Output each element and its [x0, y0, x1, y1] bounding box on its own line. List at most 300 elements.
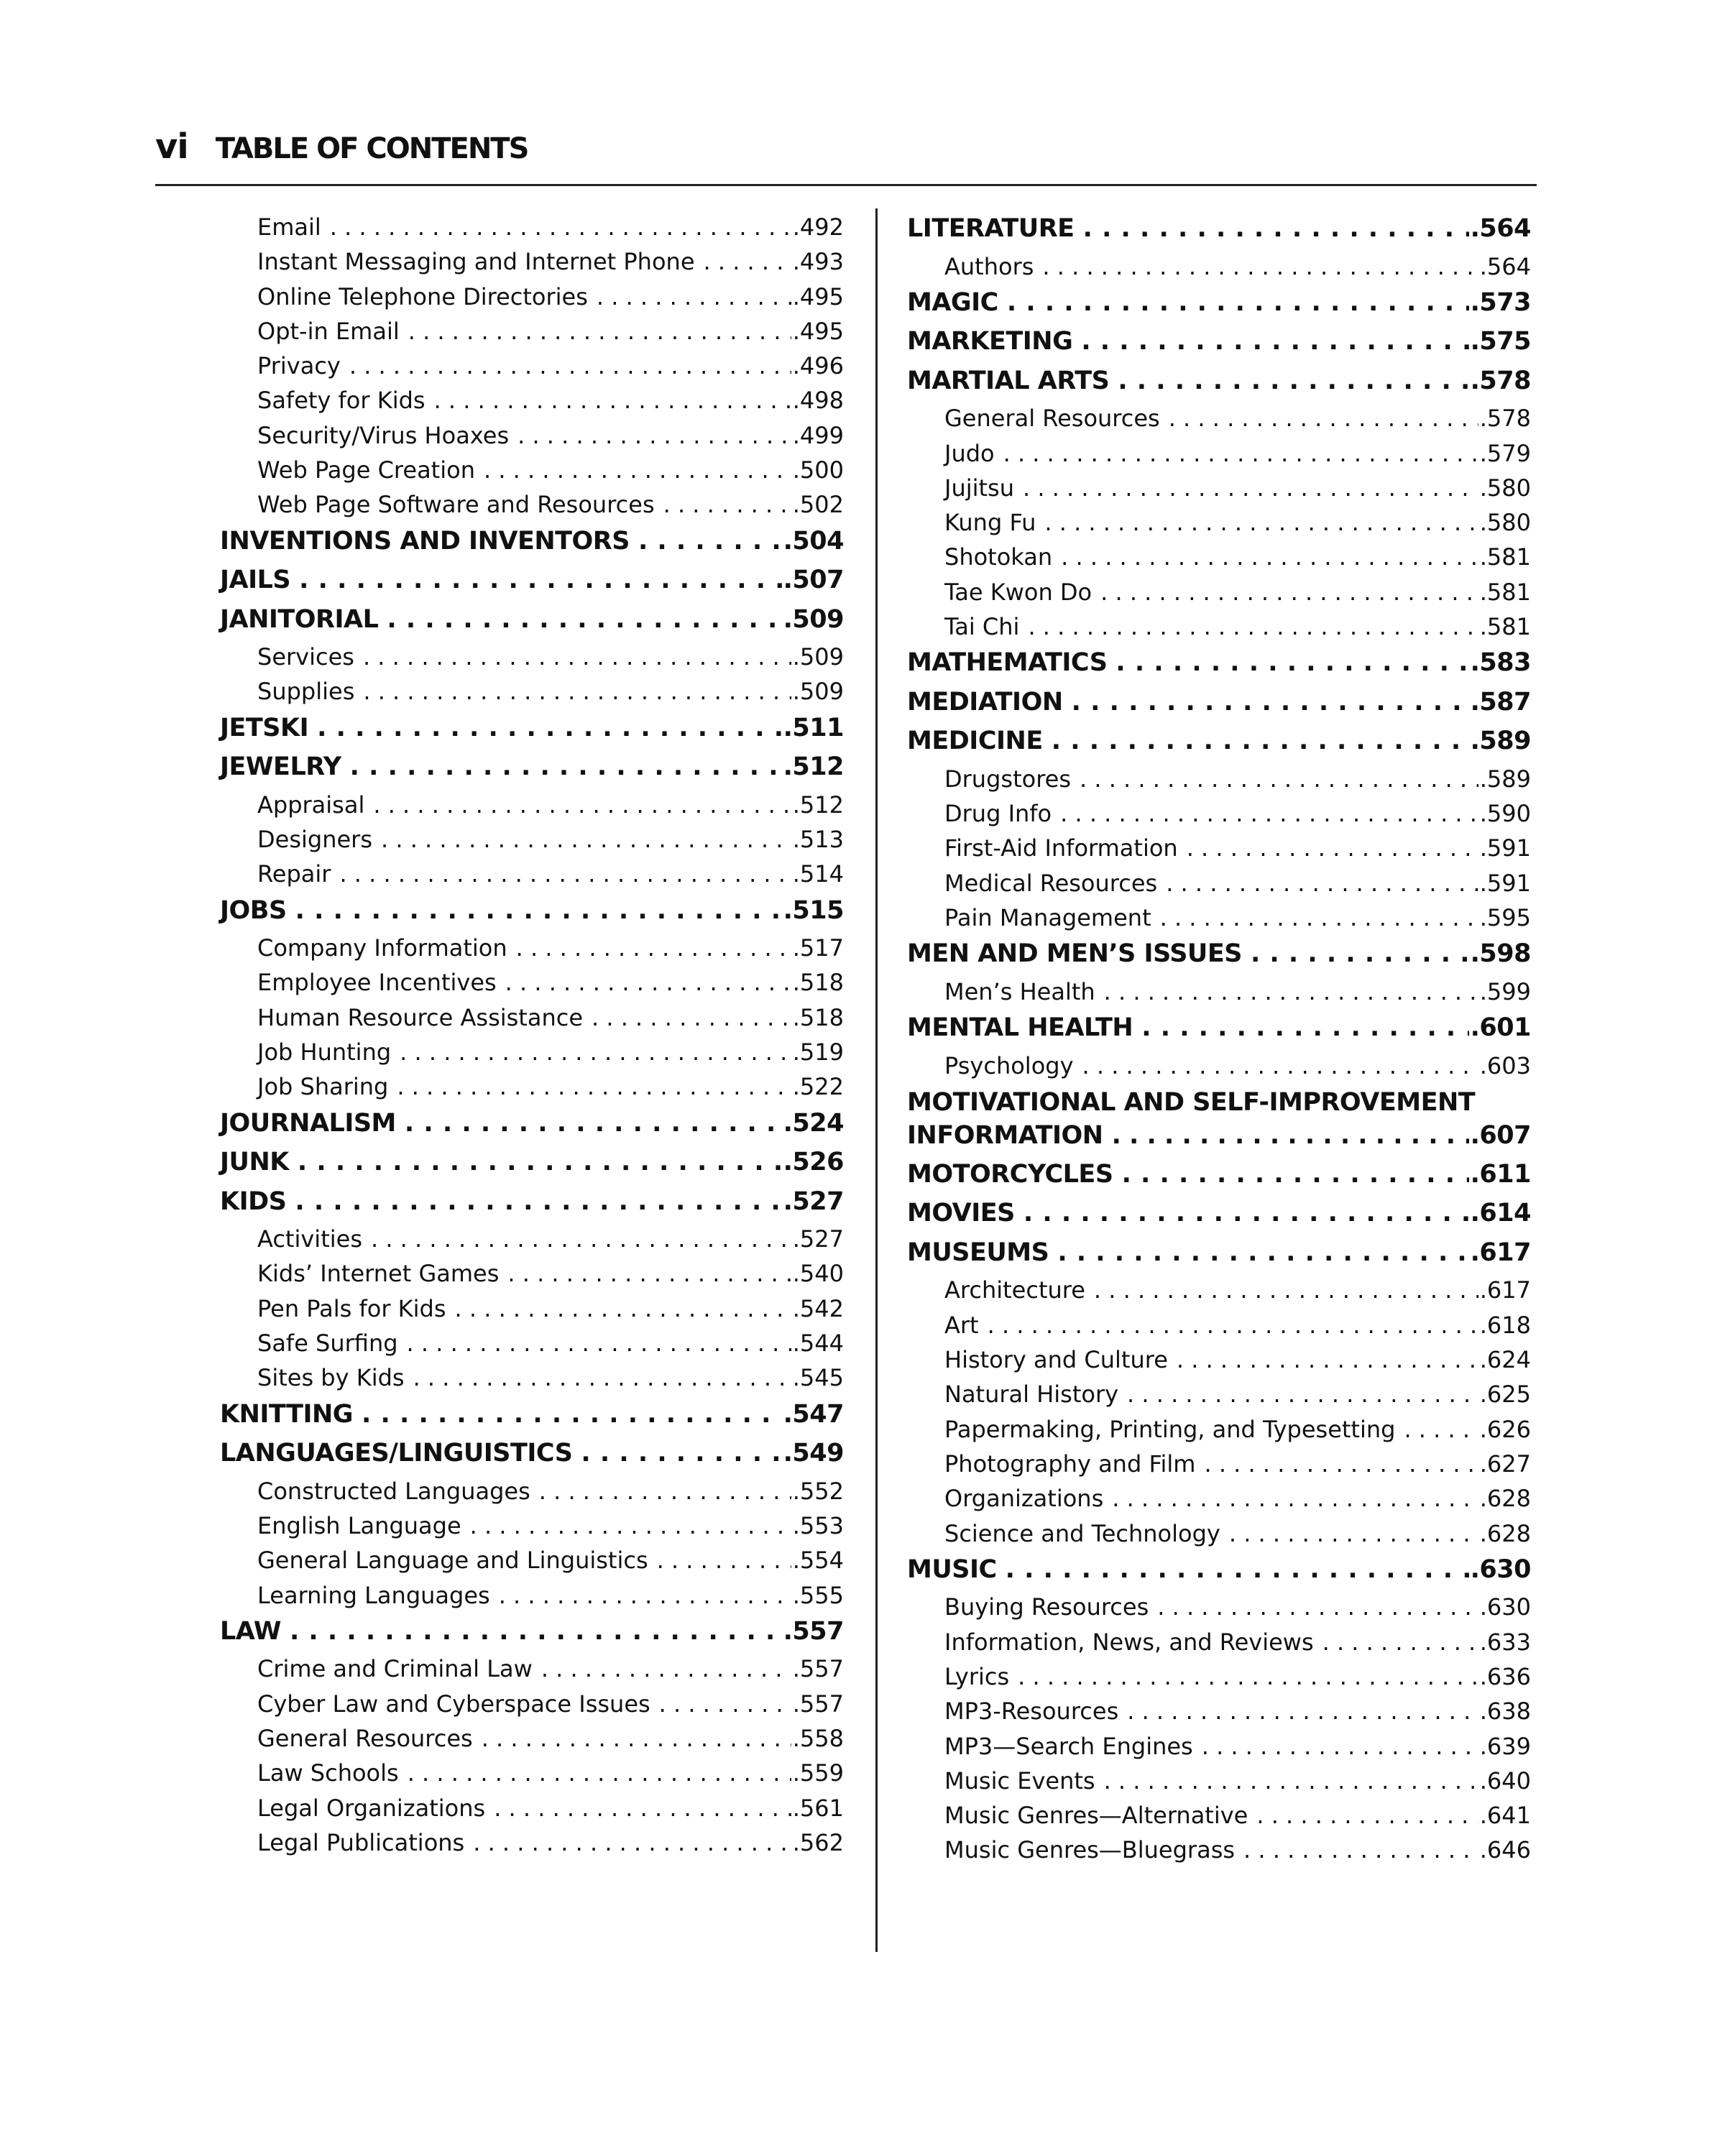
dot-leader: [657, 1547, 791, 1574]
toc-subentry-men-s-health[interactable]: [907, 978, 1531, 1013]
toc-entry-label: MOTORCYCLES: [907, 1159, 1113, 1189]
toc-entry-label: Drugstores: [944, 765, 1071, 793]
toc-section-literature[interactable]: [907, 213, 1531, 253]
toc-entry-label: Instant Messaging and Internet Phone: [257, 248, 695, 276]
toc-page-number: .579: [1479, 439, 1531, 467]
dot-leader: [1044, 509, 1478, 536]
toc-subentry-lyrics[interactable]: [907, 1663, 1531, 1697]
toc-page-number: .640: [1479, 1766, 1531, 1795]
toc-page-number: .625: [1479, 1381, 1531, 1409]
toc-entry-label: JANITORIAL: [220, 604, 379, 634]
dot-leader: [1112, 1485, 1478, 1512]
dot-leader: [1112, 1121, 1469, 1150]
toc-subentry-english-language[interactable]: [220, 1512, 844, 1547]
toc-entry-label: Designers: [257, 826, 372, 854]
toc-section-jobs[interactable]: [220, 895, 844, 935]
toc-page-number: .555: [792, 1581, 844, 1609]
toc-page-number: .519: [792, 1038, 844, 1067]
toc-subentry-appraisal[interactable]: [220, 791, 844, 826]
toc-page-number: .562: [792, 1828, 844, 1856]
toc-subentry-safe-surfing[interactable]: [220, 1330, 844, 1364]
toc-page-number: .517: [792, 934, 844, 962]
toc-subentry-mp3-resources[interactable]: [907, 1697, 1531, 1732]
toc-section-languages-linguistics[interactable]: [220, 1438, 844, 1478]
toc-subentry-medical-resources[interactable]: [907, 870, 1531, 904]
dot-leader: [363, 678, 791, 705]
dot-leader: [1052, 727, 1469, 755]
toc-section-music[interactable]: [907, 1554, 1531, 1594]
toc-section-jetski[interactable]: [220, 713, 844, 752]
toc-entry-label: Psychology: [944, 1051, 1074, 1079]
toc-subentry-shotokan[interactable]: [907, 543, 1531, 578]
dot-leader: [1007, 288, 1469, 317]
toc-section-mental-health[interactable]: [907, 1013, 1531, 1052]
toc-entry-label: English Language: [257, 1511, 461, 1539]
page-header: [155, 126, 528, 167]
toc-subentry-cyber-law-and-cyberspace-issues[interactable]: [220, 1690, 844, 1725]
dot-leader: [1116, 648, 1468, 677]
dot-leader: [1160, 904, 1478, 931]
dot-leader: [1243, 1836, 1478, 1864]
toc-entry-label: Legal Organizations: [257, 1794, 486, 1822]
toc-page-number: .578: [1470, 366, 1531, 395]
toc-page-number: .493: [792, 248, 844, 276]
toc-page-number: .630: [1470, 1554, 1531, 1584]
toc-entry-label: LITERATURE: [907, 214, 1075, 243]
toc-subentry-pen-pals-for-kids[interactable]: [220, 1295, 844, 1330]
toc-subentry-drugstores[interactable]: [907, 765, 1531, 800]
dot-leader: [387, 605, 781, 634]
toc-entry-label: Art: [944, 1311, 979, 1339]
toc-section-junk[interactable]: [220, 1147, 844, 1187]
toc-entry-label: JETSKI: [220, 713, 309, 742]
toc-entry-label: Men’s Health: [944, 977, 1095, 1005]
toc-subentry-history-and-culture[interactable]: [907, 1346, 1531, 1381]
toc-entry-label: MOVIES: [907, 1199, 1015, 1228]
dot-leader: [1018, 1663, 1478, 1690]
toc-page-number: .498: [792, 387, 844, 415]
toc-entry-label: Company Information: [257, 934, 507, 962]
toc-subentry-psychology[interactable]: [907, 1052, 1531, 1087]
toc-subentry-sites-by-kids[interactable]: [220, 1364, 844, 1399]
toc-subentry-designers[interactable]: [220, 826, 844, 860]
toc-section-martial-arts[interactable]: [907, 366, 1531, 405]
toc-entry-label: MP3-Resources: [944, 1697, 1119, 1726]
toc-page-number: .573: [1470, 287, 1531, 317]
dot-leader: [663, 491, 791, 518]
toc-page-number: .499: [792, 421, 844, 449]
toc-subentry-safety-for-kids[interactable]: [220, 387, 844, 421]
toc-subentry-tai-chi[interactable]: [907, 613, 1531, 648]
toc-subentry-papermaking-printing-and-typesetting[interactable]: [907, 1416, 1531, 1450]
dot-leader: [1083, 214, 1469, 243]
toc-entry-label: JOURNALISM: [220, 1108, 396, 1138]
page-number: vi: [155, 126, 188, 167]
toc-entry-label: Job Hunting: [257, 1038, 392, 1067]
toc-subentry-drug-info[interactable]: [907, 800, 1531, 834]
toc-page-number: .591: [1479, 869, 1531, 897]
toc-subentry-information-news-and-reviews[interactable]: [907, 1628, 1531, 1663]
toc-section-mathematics[interactable]: [907, 648, 1531, 687]
toc-page-number: .633: [1479, 1628, 1531, 1656]
toc-subentry-job-sharing[interactable]: [220, 1073, 844, 1107]
toc-entry-label: Constructed Languages: [257, 1477, 530, 1505]
toc-page-number: .583: [1470, 648, 1531, 678]
dot-leader: [1023, 474, 1478, 502]
toc-page-number: .630: [1479, 1593, 1531, 1621]
toc-subentry-first-aid-information[interactable]: [907, 834, 1531, 869]
toc-page-number: .595: [1479, 904, 1531, 932]
toc-page-number: .507: [783, 566, 844, 595]
toc-page-number: .564: [1470, 214, 1531, 243]
dot-leader: [638, 527, 782, 556]
toc-page-number: .547: [783, 1399, 844, 1429]
toc-page-number: .542: [792, 1294, 844, 1322]
dot-leader: [1122, 1160, 1469, 1189]
toc-subentry-privacy[interactable]: [220, 352, 844, 387]
toc-section-medicine[interactable]: [907, 726, 1531, 765]
dot-leader: [1003, 440, 1478, 467]
dot-leader: [1256, 1802, 1478, 1829]
toc-section-janitorial[interactable]: [220, 604, 844, 644]
toc-section-jails[interactable]: [220, 565, 844, 604]
toc-subentry-general-language-and-linguistics[interactable]: [220, 1547, 844, 1581]
dot-leader: [1104, 1767, 1478, 1795]
toc-entry-label: Kung Fu: [944, 509, 1036, 537]
dot-leader: [704, 248, 791, 275]
dot-leader: [339, 860, 791, 888]
toc-entry-label: Web Page Creation: [257, 456, 475, 484]
toc-subentry-pain-management[interactable]: [907, 904, 1531, 939]
toc-subentry-crime-and-criminal-law[interactable]: [220, 1655, 844, 1690]
toc-entry-label: Legal Publications: [257, 1828, 465, 1856]
dot-leader: [363, 643, 791, 671]
dot-leader: [1082, 1052, 1478, 1079]
dot-leader: [330, 213, 791, 241]
dot-leader: [518, 422, 791, 449]
toc-subentry-general-resources[interactable]: [220, 1725, 844, 1759]
page-title: TABLE OF CONTENTS: [215, 132, 528, 165]
dot-leader: [1229, 1520, 1478, 1547]
dot-leader: [295, 896, 782, 925]
toc-section-museums[interactable]: [907, 1238, 1531, 1277]
dot-leader: [1094, 1276, 1478, 1304]
toc-page-number: .639: [1479, 1732, 1531, 1760]
dot-leader: [507, 1260, 791, 1287]
toc-entry-label: Email: [257, 213, 321, 241]
toc-subentry-instant-messaging-and-internet-phone[interactable]: [220, 248, 844, 282]
toc-entry-label: MEN AND MEN’S ISSUES: [907, 939, 1242, 969]
toc-subentry-web-page-creation[interactable]: [220, 456, 844, 491]
dot-leader: [407, 1330, 791, 1357]
toc-page-number: .581: [1479, 613, 1531, 641]
toc-entry-label: Repair: [257, 860, 331, 888]
toc-subentry-natural-history[interactable]: [907, 1381, 1531, 1415]
toc-section-motorcycles[interactable]: [907, 1159, 1531, 1199]
toc-page-number: .492: [792, 213, 844, 241]
dot-leader: [1251, 939, 1469, 968]
toc-page-number: .554: [792, 1547, 844, 1575]
toc-entry-label: Judo: [944, 439, 995, 467]
dot-leader: [1060, 800, 1478, 827]
dot-leader: [505, 969, 791, 996]
toc-entry-label: Music Genres—Alternative: [944, 1802, 1248, 1830]
toc-page-number: .512: [792, 791, 844, 819]
toc-page-number: .601: [1470, 1013, 1531, 1043]
dot-leader: [1187, 834, 1478, 862]
toc-page-number: .589: [1479, 765, 1531, 793]
toc-subentry-music-events[interactable]: [907, 1767, 1531, 1802]
dot-leader: [349, 352, 791, 379]
toc-entry-label: Information, News, and Reviews: [944, 1628, 1314, 1656]
toc-entry-label: Sites by Kids: [257, 1364, 405, 1392]
toc-subentry-services[interactable]: [220, 643, 844, 678]
toc-entry-label: KIDS: [220, 1187, 287, 1216]
toc-subentry-kids-internet-games[interactable]: [220, 1260, 844, 1294]
toc-entry-label: MENTAL HEALTH: [907, 1013, 1133, 1043]
toc-entry-label: Pain Management: [944, 904, 1151, 932]
dot-leader: [1042, 253, 1478, 280]
toc-entry-label: MAGIC: [907, 287, 998, 317]
toc-subentry-music-genres-alternative[interactable]: [907, 1802, 1531, 1836]
dot-leader: [298, 1148, 782, 1176]
toc-entry-label: Safety for Kids: [257, 387, 426, 415]
toc-page-number: .638: [1479, 1697, 1531, 1726]
toc-page-number: .641: [1479, 1802, 1531, 1830]
dot-leader: [1104, 978, 1478, 1005]
toc-page-number: .598: [1470, 939, 1531, 969]
toc-entry-label: KNITTING: [220, 1399, 354, 1429]
toc-subentry-online-telephone-directories[interactable]: [220, 283, 844, 318]
dot-leader: [1127, 1697, 1478, 1725]
toc-page-number: .599: [1479, 977, 1531, 1005]
dot-leader: [470, 1512, 791, 1539]
dot-leader: [988, 1312, 1478, 1339]
toc-page-number: .496: [792, 352, 844, 380]
toc-page-number: .500: [792, 456, 844, 484]
toc-entry-label: Medical Resources: [944, 869, 1158, 897]
toc-section-law[interactable]: [220, 1616, 844, 1656]
dot-leader: [1081, 327, 1468, 356]
toc-entry-label: MUSEUMS: [907, 1238, 1049, 1267]
toc-page-number: .636: [1479, 1662, 1531, 1690]
dot-leader: [597, 283, 791, 310]
toc-subentry-tae-kwon-do[interactable]: [907, 579, 1531, 613]
dot-leader: [381, 826, 791, 853]
toc-subentry-supplies[interactable]: [220, 678, 844, 712]
header-rule: [155, 184, 1537, 186]
toc-page-number: .527: [783, 1187, 844, 1216]
toc-entry-label: JUNK: [220, 1148, 289, 1177]
dot-leader: [1322, 1628, 1478, 1656]
toc-entry-label: Job Sharing: [257, 1073, 389, 1101]
toc-page-number: .575: [1470, 327, 1531, 356]
dot-leader: [1006, 1555, 1469, 1584]
toc-page-number: .590: [1479, 800, 1531, 828]
toc-entry-label: First-Aid Information: [944, 834, 1178, 862]
toc-entry-label: Supplies: [257, 678, 355, 706]
toc-section-journalism[interactable]: [220, 1108, 844, 1148]
toc-right-column: [907, 213, 1531, 1871]
toc-page-number: .589: [1470, 727, 1531, 756]
dot-leader: [408, 1759, 791, 1787]
toc-subentry-repair[interactable]: [220, 860, 844, 895]
toc-subentry-constructed-languages[interactable]: [220, 1478, 844, 1512]
toc-section-men-and-men-s-issues[interactable]: [907, 939, 1531, 978]
toc-entry-label: Buying Resources: [944, 1593, 1149, 1621]
toc-entry-label: Organizations: [944, 1485, 1104, 1513]
toc-entry-label: Photography and Film: [944, 1450, 1196, 1478]
toc-subentry-human-resource-assistance[interactable]: [220, 1004, 844, 1038]
toc-entry-label: LANGUAGES/LINGUISTICS: [220, 1439, 573, 1468]
dot-leader: [1166, 870, 1478, 897]
toc-entry-label: Cyber Law and Cyberspace Issues: [257, 1690, 650, 1718]
toc-entry-label: INVENTIONS AND INVENTORS: [220, 526, 630, 556]
toc-subentry-company-information[interactable]: [220, 934, 844, 969]
toc-subentry-legal-organizations[interactable]: [220, 1795, 844, 1829]
toc-subentry-photography-and-film[interactable]: [907, 1450, 1531, 1485]
toc-subentry-music-genres-bluegrass[interactable]: [907, 1836, 1531, 1871]
toc-section-knitting[interactable]: [220, 1399, 844, 1439]
toc-section-magic[interactable]: [907, 287, 1531, 327]
toc-page-number: .514: [792, 860, 844, 888]
toc-page-number: .578: [1479, 405, 1531, 433]
toc-section-jewelry[interactable]: [220, 752, 844, 791]
dot-leader: [1061, 543, 1478, 571]
toc-page-number: .545: [792, 1364, 844, 1392]
toc-entry-label: Music Genres—Bluegrass: [944, 1836, 1236, 1864]
dot-leader: [659, 1690, 791, 1718]
toc-page-number: .515: [783, 895, 844, 925]
toc-subentry-architecture[interactable]: [907, 1276, 1531, 1311]
dot-leader: [1202, 1733, 1478, 1760]
toc-page-number: .587: [1470, 687, 1531, 717]
dot-leader: [1080, 765, 1478, 793]
toc-page-number: .628: [1479, 1485, 1531, 1513]
toc-page-number: .552: [792, 1477, 844, 1505]
toc-page-number: .512: [783, 752, 844, 782]
toc-entry-label: MP3—Search Engines: [944, 1732, 1193, 1760]
toc-subentry-employee-incentives[interactable]: [220, 969, 844, 1003]
toc-page-number: .549: [783, 1439, 844, 1468]
toc-subentry-jujitsu[interactable]: [907, 474, 1531, 509]
toc-subentry-email[interactable]: [220, 213, 844, 248]
toc-page-number: .618: [1479, 1311, 1531, 1339]
toc-left-column: [220, 213, 844, 1864]
toc-page-number: .581: [1479, 578, 1531, 606]
toc-subentry-learning-languages[interactable]: [220, 1582, 844, 1616]
dot-leader: [350, 752, 782, 781]
toc-page-number: .522: [792, 1073, 844, 1101]
toc-subentry-art[interactable]: [907, 1312, 1531, 1346]
dot-leader: [299, 566, 781, 594]
toc-page-number: .527: [792, 1225, 844, 1253]
dot-leader: [290, 1617, 782, 1646]
toc-page-number: .540: [792, 1260, 844, 1288]
toc-page-number: .557: [783, 1616, 844, 1646]
dot-leader: [1127, 1381, 1478, 1408]
toc-page-number: .511: [783, 713, 844, 742]
dot-leader: [434, 387, 791, 414]
dot-leader: [1177, 1346, 1478, 1373]
toc-subentry-general-resources[interactable]: [907, 405, 1531, 439]
toc-entry-label: MEDIATION: [907, 687, 1063, 717]
toc-page-number: .509: [783, 604, 844, 634]
dot-leader: [317, 714, 781, 742]
dot-leader: [295, 1187, 781, 1216]
dot-leader: [373, 791, 791, 819]
dot-leader: [499, 1582, 791, 1609]
toc-section-motivational-and-self-improvement-information[interactable]: [907, 1087, 1531, 1159]
toc-section-inventions-and-inventors[interactable]: [220, 526, 844, 566]
toc-page-number: .617: [1470, 1238, 1531, 1267]
dot-leader: [400, 1038, 791, 1066]
dot-leader: [1072, 688, 1469, 717]
toc-subentry-activities[interactable]: [220, 1225, 844, 1260]
toc-subentry-kung-fu[interactable]: [907, 509, 1531, 543]
dot-leader: [405, 1109, 782, 1138]
toc-entry-label: Web Page Software and Resources: [257, 491, 655, 519]
toc-section-kids[interactable]: [220, 1187, 844, 1226]
toc-entry-label: MARTIAL ARTS: [907, 366, 1110, 395]
toc-subentry-opt-in-email[interactable]: [220, 318, 844, 352]
toc-section-movies[interactable]: [907, 1198, 1531, 1238]
toc-entry-label: Music Events: [944, 1766, 1095, 1795]
toc-entry-label: Shotokan: [944, 543, 1053, 571]
toc-page-number: .504: [783, 526, 844, 556]
toc-subentry-mp3-search-engines[interactable]: [907, 1733, 1531, 1767]
dot-leader: [516, 934, 791, 962]
toc-subentry-judo[interactable]: [907, 440, 1531, 474]
toc-subentry-science-and-technology[interactable]: [907, 1520, 1531, 1554]
toc-entry-label: MARKETING: [907, 327, 1073, 356]
toc-page-number: .603: [1479, 1051, 1531, 1079]
toc-entry-label: Drug Info: [944, 800, 1052, 828]
toc-subentry-buying-resources[interactable]: [907, 1593, 1531, 1628]
dot-leader: [482, 1725, 791, 1752]
toc-subentry-organizations[interactable]: [907, 1485, 1531, 1519]
dot-leader: [1118, 367, 1468, 395]
toc-section-marketing[interactable]: [907, 326, 1531, 366]
toc-subentry-job-hunting[interactable]: [220, 1038, 844, 1073]
toc-entry-label: MOTIVATIONAL AND SELF-IMPROVEMENT: [907, 1087, 1476, 1117]
toc-page-number: .518: [792, 1003, 844, 1031]
toc-page-number: .628: [1479, 1519, 1531, 1547]
toc-entry-label: JAILS: [220, 566, 291, 595]
toc-subentry-law-schools[interactable]: [220, 1759, 844, 1794]
toc-entry-label: LAW: [220, 1616, 281, 1646]
dot-leader: [1028, 613, 1478, 640]
toc-subentry-legal-publications[interactable]: [220, 1829, 844, 1864]
toc-entry-label: Natural History: [944, 1381, 1119, 1409]
dot-leader: [494, 1795, 791, 1822]
toc-page-number: .524: [783, 1108, 844, 1138]
toc-subentry-security-virus-hoaxes[interactable]: [220, 422, 844, 456]
toc-entry-label: MATHEMATICS: [907, 648, 1108, 678]
dot-leader: [484, 456, 791, 484]
toc-subentry-web-page-software-and-resources[interactable]: [220, 491, 844, 525]
toc-entry-label: Architecture: [944, 1276, 1085, 1304]
toc-page-number: .581: [1479, 543, 1531, 571]
toc-subentry-authors[interactable]: [907, 253, 1531, 287]
toc-page-number: .614: [1470, 1199, 1531, 1228]
toc-section-continuation[interactable]: [907, 1121, 1531, 1159]
toc-page-number: .553: [792, 1511, 844, 1539]
toc-entry-label: Employee Incentives: [257, 969, 497, 997]
toc-entry-label: Jujitsu: [944, 474, 1014, 502]
toc-section-mediation[interactable]: [907, 687, 1531, 727]
toc-page-number: .591: [1479, 834, 1531, 862]
